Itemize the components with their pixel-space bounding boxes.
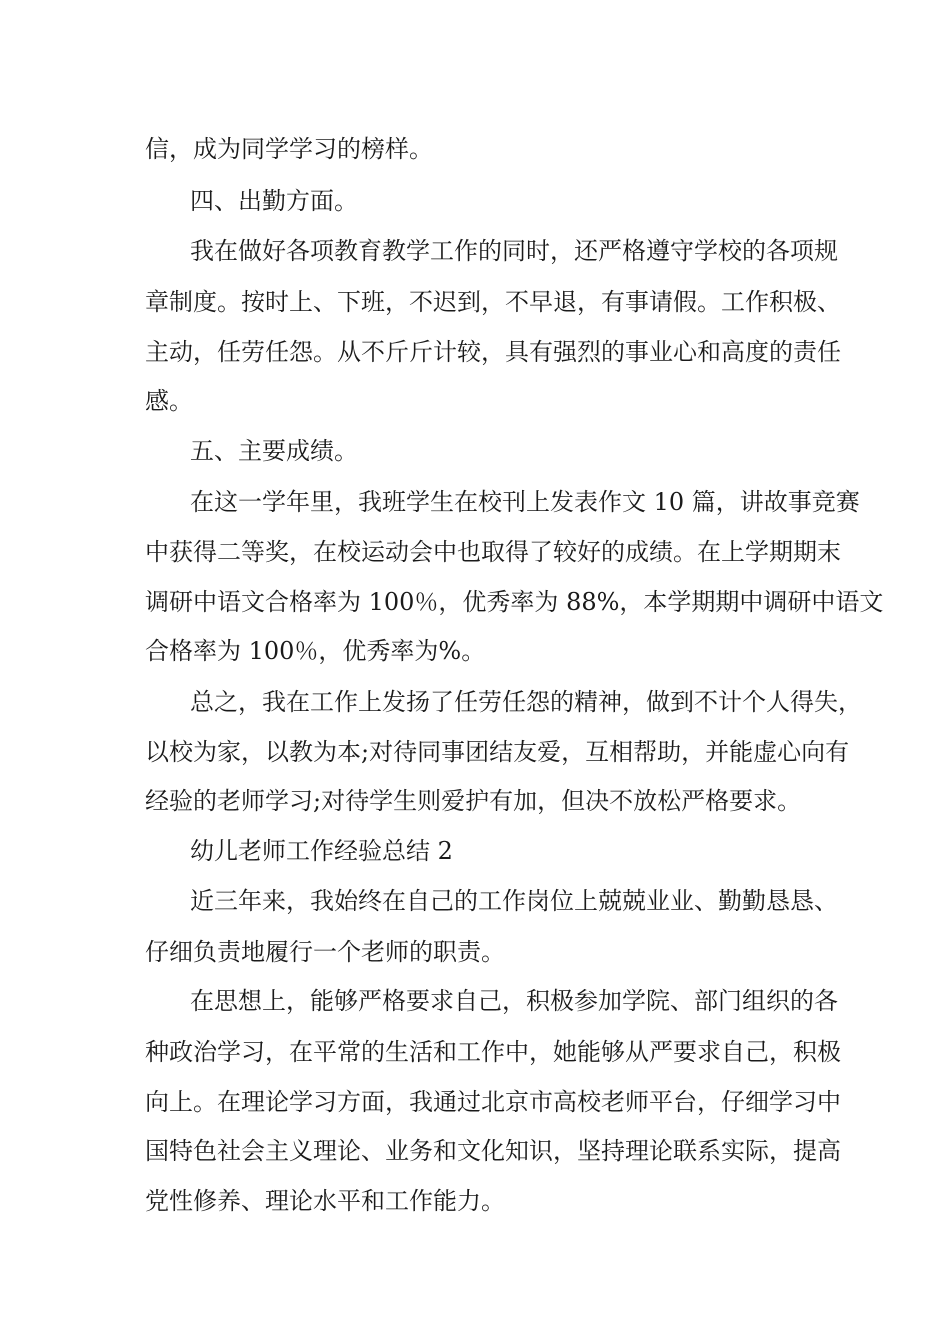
text-line: 章制度。按时上、下班，不迟到，不早退，有事请假。工作积极、 [145, 288, 841, 316]
text-line: 在思想上，能够严格要求自己，积极参加学院、部门组织的各 [190, 987, 838, 1015]
text-line: 近三年来，我始终在自己的工作岗位上兢兢业业、勤勤恳恳、 [190, 887, 838, 915]
text-line: 经验的老师学习;对待学生则爱护有加，但决不放松严格要求。 [145, 787, 802, 815]
text-line: 中获得二等奖，在校运动会中也取得了较好的成绩。在上学期期末 [145, 538, 841, 566]
text-line: 向上。在理论学习方面，我通过北京市高校老师平台，仔细学习中 [145, 1088, 841, 1116]
text-line: 党性修养、理论水平和工作能力。 [145, 1187, 505, 1215]
section-heading-achievements: 五、主要成绩。 [190, 437, 358, 465]
text-line: 总之，我在工作上发扬了任劳任怨的精神，做到不计个人得失， [190, 688, 862, 716]
text-line: 我在做好各项教育教学工作的同时，还严格遵守学校的各项规 [190, 237, 838, 265]
text-line: 合格率为 100％，优秀率为%。 [145, 637, 486, 665]
text-line: 国特色社会主义理论、业务和文化知识，坚持理论联系实际，提高 [145, 1137, 841, 1165]
section-heading-attendance: 四、出勤方面。 [190, 187, 358, 215]
text-line: 主动，任劳任怨。从不斤斤计较，具有强烈的事业心和高度的责任 [145, 338, 841, 366]
text-line: 以校为家，以教为本;对待同事团结友爱，互相帮助，并能虚心向有 [145, 738, 850, 766]
text-line: 仔细负责地履行一个老师的职责。 [145, 938, 505, 966]
text-line: 感。 [145, 387, 193, 415]
text-line: 调研中语文合格率为 100％，优秀率为 88%，本学期期中调研中语文 [145, 588, 884, 616]
article-title: 幼儿老师工作经验总结 2 [190, 837, 453, 865]
text-line: 在这一学年里，我班学生在校刊上发表作文 10 篇，讲故事竞赛 [190, 488, 860, 516]
text-line: 信，成为同学学习的榜样。 [145, 135, 433, 163]
text-line: 种政治学习，在平常的生活和工作中，她能够从严要求自己，积极 [145, 1038, 841, 1066]
